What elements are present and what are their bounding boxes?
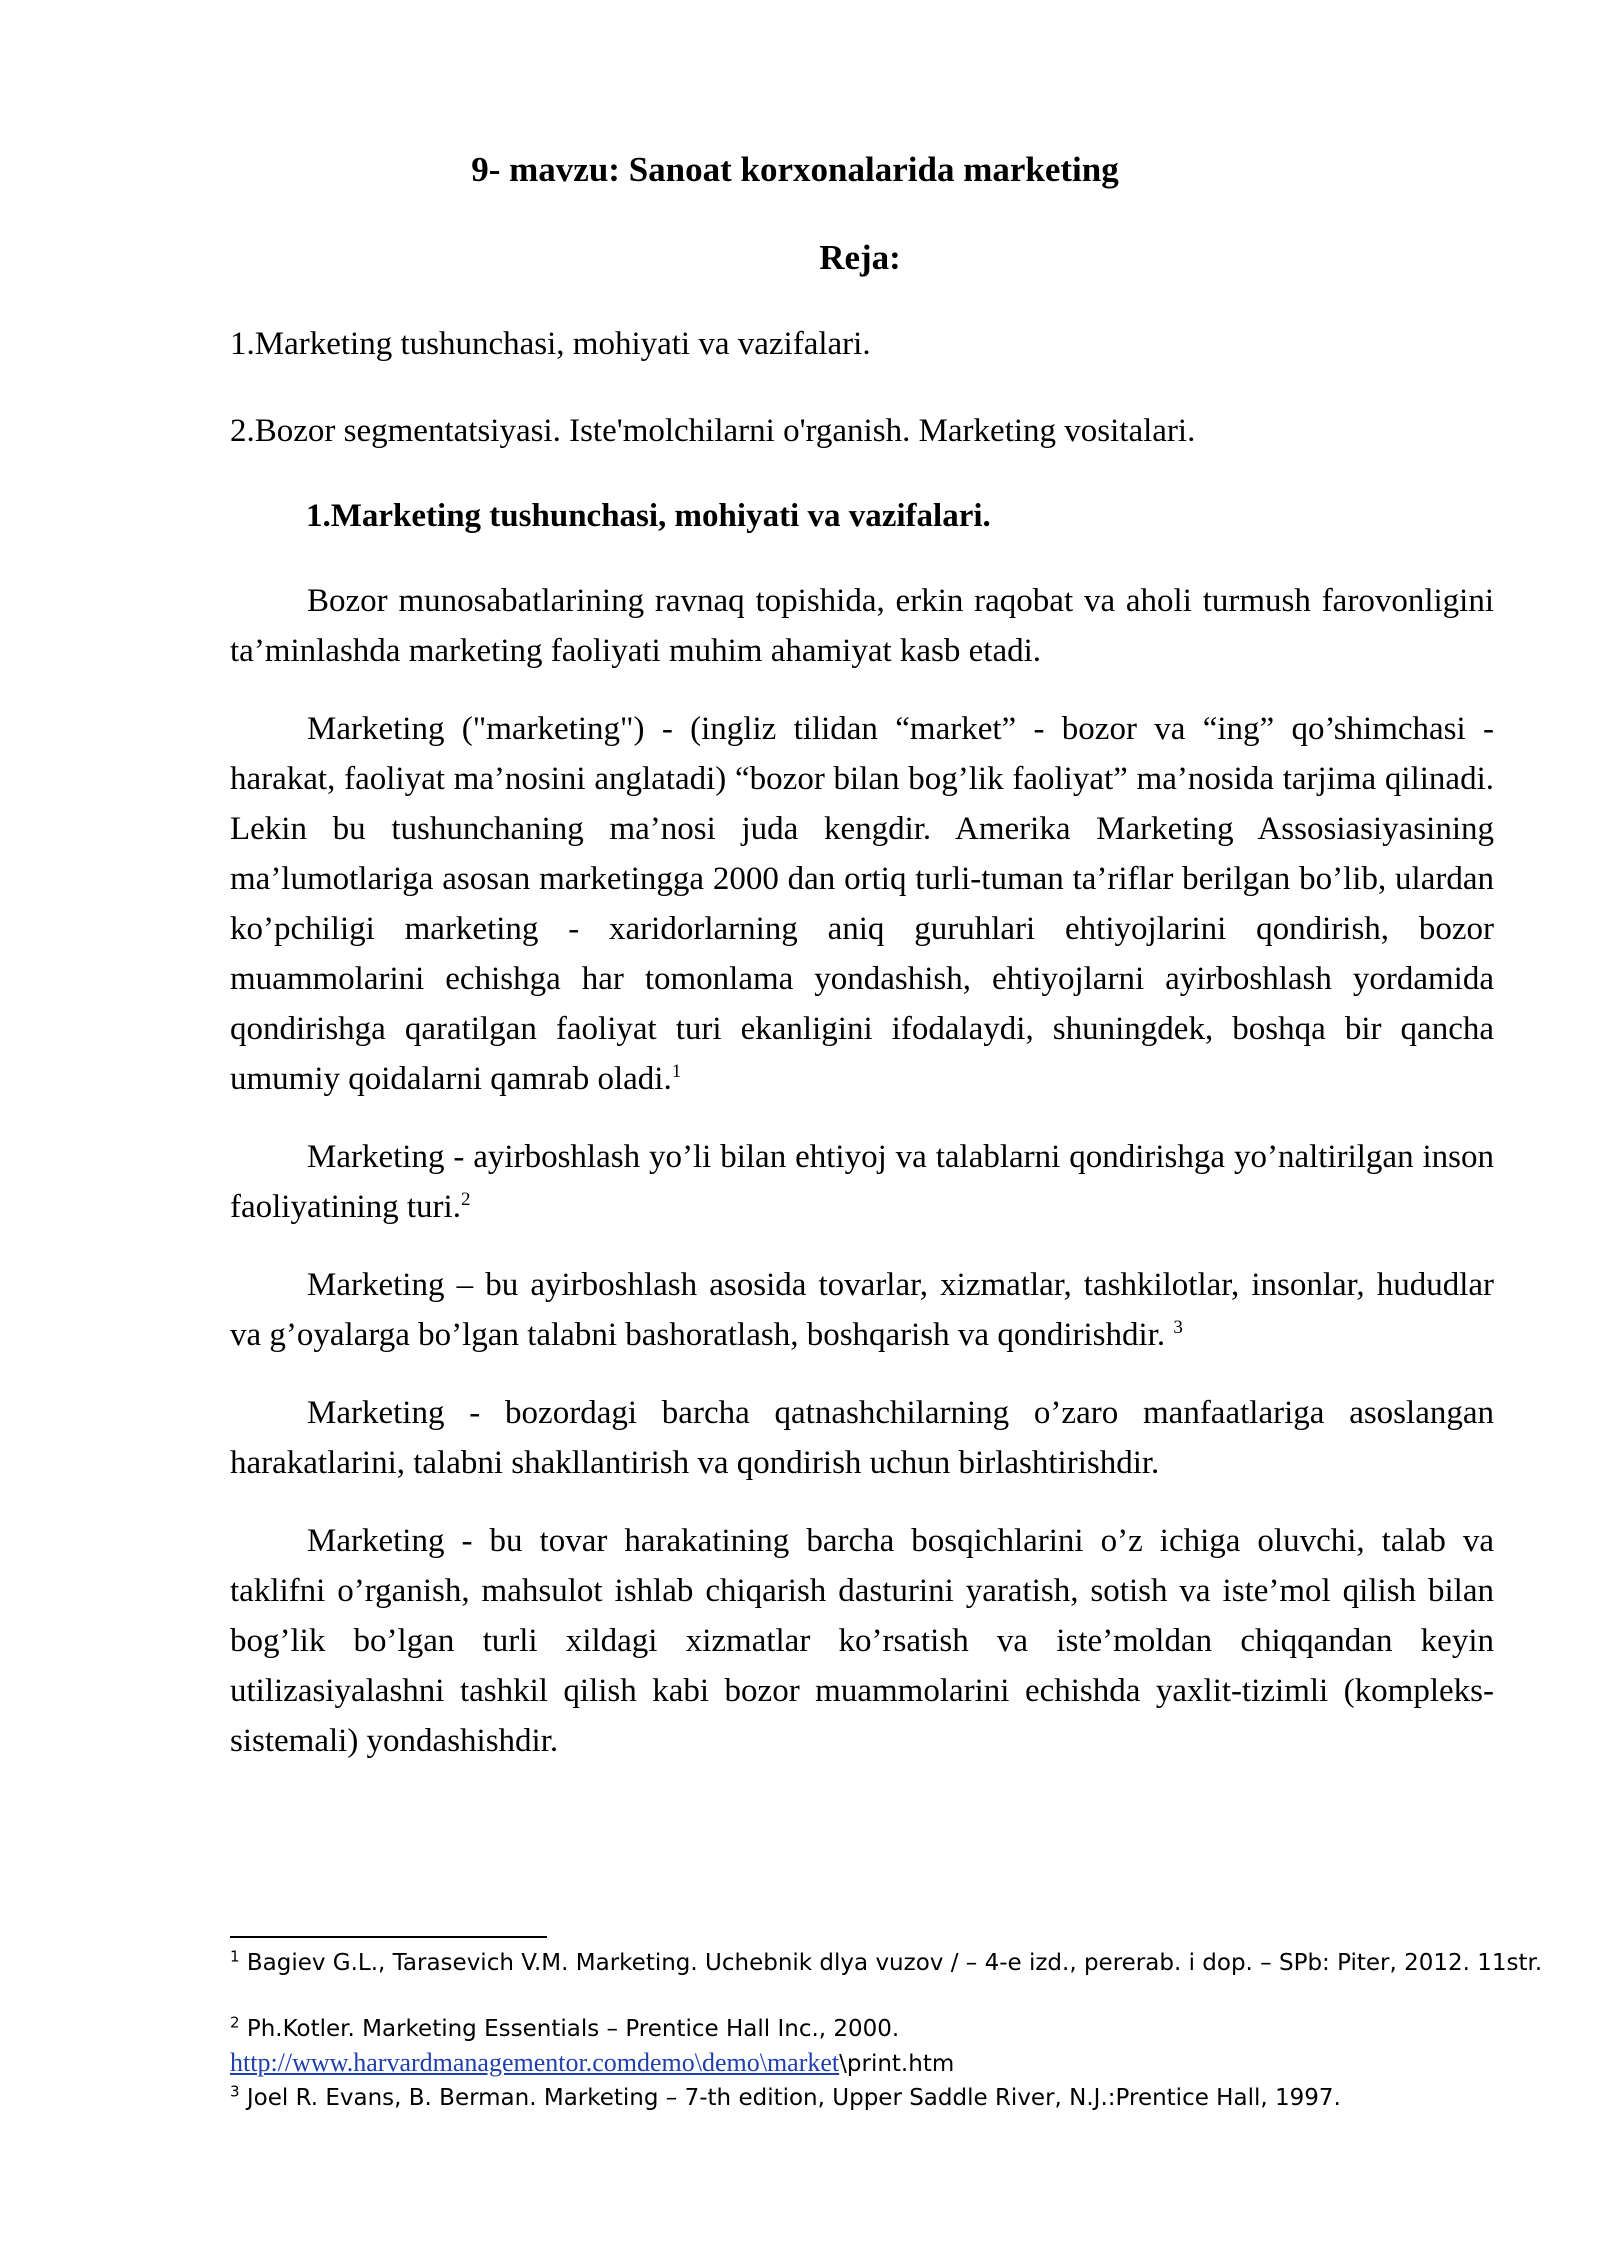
- footnote-3: [230, 2081, 1570, 2115]
- plan-heading: Reja:: [819, 238, 901, 277]
- footnote-number: 1: [230, 1947, 240, 1966]
- footnote-2: [230, 2012, 1570, 2081]
- footnote-1: [230, 1946, 1570, 1980]
- footnote-number: 2: [230, 2013, 240, 2032]
- footnote-link[interactable]: http://www.harvardmanagementor.comdemo\demo\market: [230, 2048, 840, 2077]
- paragraph: [230, 1516, 1494, 1766]
- footnote-separator: [230, 1936, 547, 1938]
- paragraph: [230, 1132, 1494, 1232]
- document-title: 9- mavzu: Sanoat korxonalarida marketing: [471, 150, 1119, 189]
- footnote-number: 3: [230, 2082, 240, 2101]
- footnote-ref[interactable]: 3: [1173, 1317, 1183, 1338]
- footnote-link-suffix: \print.htm: [839, 2051, 955, 2077]
- footnote-text: Joel R. Evans, B. Berman. Marketing – 7-th edition, Upper Saddle River, N.J.:Prentice Hall, 1997.: [239, 2085, 1341, 2111]
- section-heading: 1.Marketing tushunchasi, mohiyati va vazifalari.: [306, 498, 991, 534]
- footnotes: [230, 1946, 1570, 2115]
- paragraph: [230, 704, 1494, 1104]
- paragraph: [230, 1260, 1494, 1360]
- paragraph-text: Marketing ("marketing") - (ingliz tilidan “market” - bozor va “ing” qo’shimchasi - harakat, faoliyat ma’nosini anglatadi) “bozor bilan bog’lik faoliyat” ma’nosida tarjima qilinadi. Lekin bu tushunchaning ma’nosi juda kengdir. Amerika Marketing Assosiasiyasining ma’lumotlariga asosan marketingga 2000 dan ortiq turli-tuman ta’riflar berilgan bo’lib, ulardan ko’pchiligi marketing - xaridorlarning aniq guruhlari ehtiyojlarini qondirish, bozor muammolarini echishga har tomonlama yondashish, ehtiyojlarni ayirboshlash yordamida qondirishga qaratilgan faoliyat turi ekanligini ifodalaydi, shuningdek, boshqa bir qancha umumiy qoidalarni qamrab oladi.: [230, 711, 1494, 1097]
- footnote-ref[interactable]: 2: [460, 1189, 471, 1210]
- paragraph-text: Marketing - bozordagi barcha qatnashchilarning o’zaro manfaatlariga asoslangan harakatlarini, talabni shakllantirish va qondirish uchun birlashtirishdir.: [230, 1395, 1494, 1481]
- paragraph-text: Marketing - ayirboshlash yo’li bilan ehtiyoj va talablarni qondirishga yo’naltirilgan inson faoliyatining turi.: [230, 1139, 1494, 1225]
- footnote-text: Ph.Kotler. Marketing Essentials – Prentice Hall Inc., 2000.: [239, 2016, 900, 2042]
- paragraph: [230, 576, 1494, 676]
- paragraph: [230, 1388, 1494, 1488]
- plan-item-1: 1.Marketing tushunchasi, mohiyati va vazifalari.: [230, 326, 871, 362]
- plan-item-2: 2.Bozor segmentatsiyasi. Iste'molchilarni o'rganish. Marketing vositalari.: [230, 413, 1196, 449]
- body-text: [230, 576, 1494, 1794]
- footnote-ref[interactable]: 1: [671, 1061, 682, 1082]
- paragraph-text: Marketing – bu ayirboshlash asosida tovarlar, xizmatlar, tashkilotlar, insonlar, hududlar va g’oyalarga bo’lgan talabni bashoratlash, boshqarish va qondirishdir.: [230, 1267, 1494, 1353]
- footnote-text: Bagiev G.L., Tarasevich V.M. Marketing. Uchebnik dlya vuzov / – 4-e izd., pererab. i dop. – SPb: Piter, 2012. 11str.: [239, 1950, 1543, 1976]
- paragraph-text: Bozor munosabatlarining ravnaq topishida, erkin raqobat va aholi turmush farovonligini ta’minlashda marketing faoliyati muhim ahamiyat kasb etadi.: [230, 583, 1494, 669]
- paragraph-text: Marketing - bu tovar harakatining barcha bosqichlarini o’z ichiga oluvchi, talab va taklifni o’rganish, mahsulot ishlab chiqarish dasturini yaratish, sotish va iste’mol qilish bilan bog’lik bo’lgan turli xildagi xizmatlar ko’rsatish va iste’moldan chiqqandan keyin utilizasiyalashni tashkil qilish kabi bozor muammolarini echishda yaxlit-tizimli (kompleks-sistemali) yondashishdir.: [230, 1523, 1494, 1759]
